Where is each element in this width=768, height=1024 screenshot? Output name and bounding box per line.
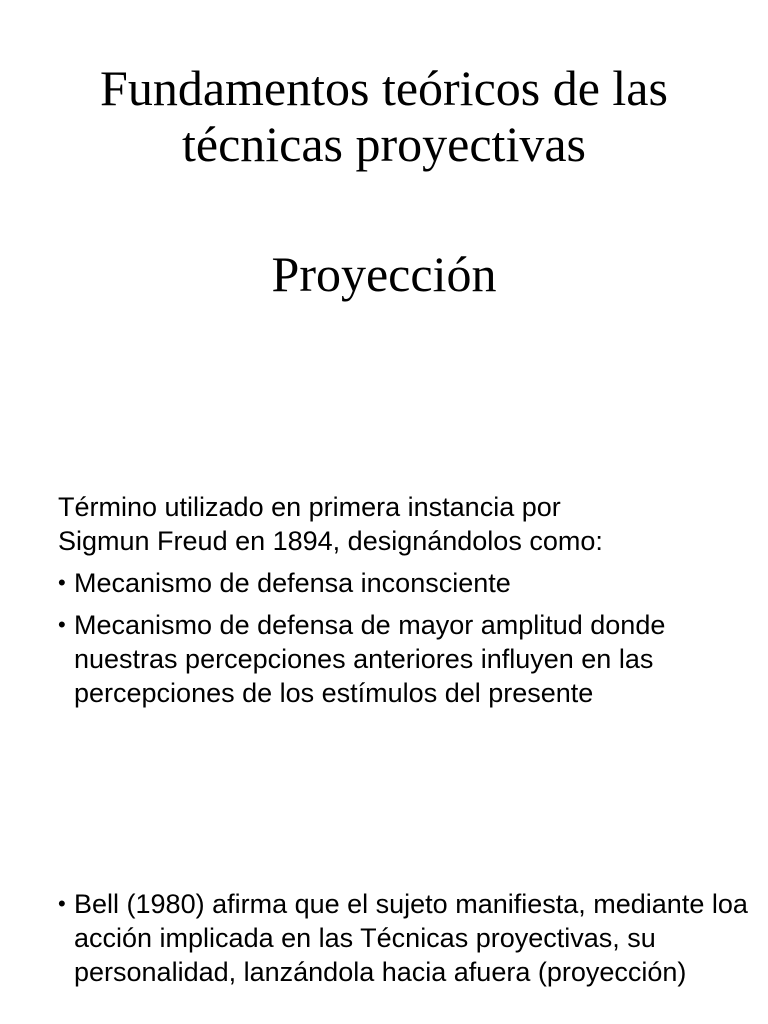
slide-title-line-1: Fundamentos teóricos de las <box>100 60 668 116</box>
intro-line-2: Sigmun Freud en 1894, designándolos como: <box>58 526 603 556</box>
bullet-text-2: Mecanismo de defensa de mayor amplitud donde nuestras percepciones anteriores influyen en las percepciones de los estímulos del presente <box>74 610 666 708</box>
bullet-text-1: Mecanismo de defensa inconsciente <box>74 568 511 598</box>
bullet-item-3 <box>58 887 748 989</box>
bullet-item-2 <box>58 608 748 710</box>
bullet-list <box>58 566 748 718</box>
bullet-list-secondary <box>58 887 748 997</box>
intro-paragraph <box>58 490 738 558</box>
slide-title-line-2: técnicas proyectivas <box>182 116 586 172</box>
slide-title <box>20 60 748 172</box>
intro-line-1: Término utilizado en primera instancia por <box>58 492 561 522</box>
bullet-icon: • <box>58 570 66 595</box>
slide-subtitle: Proyección <box>271 246 497 302</box>
bullet-icon: • <box>58 612 66 637</box>
bullet-text-3: Bell (1980) afirma que el sujeto manifiesta, mediante loa acción implicada en las Técnicas proyectivas, su personalidad, lanzándola hacia afuera (proyección) <box>74 889 748 987</box>
bullet-icon: • <box>58 891 66 916</box>
bullet-item-1 <box>58 566 748 600</box>
